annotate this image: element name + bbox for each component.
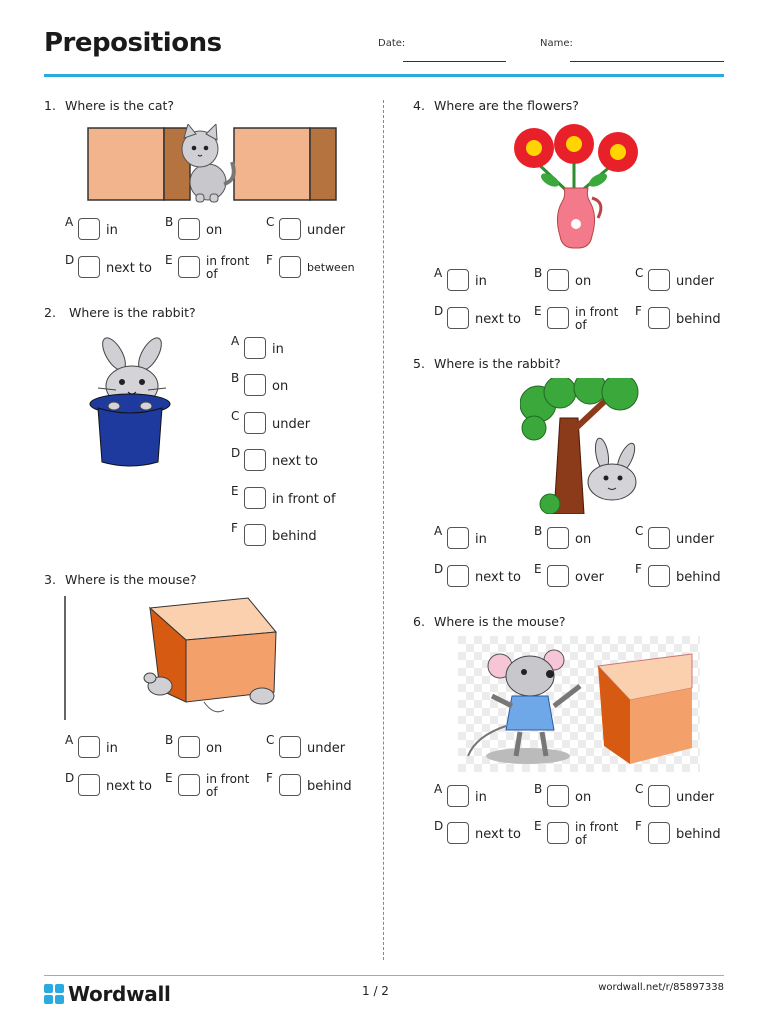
- checkbox[interactable]: [78, 256, 100, 278]
- q4-option-d: D next to: [434, 304, 521, 327]
- q4-option-f: F behind: [635, 304, 721, 327]
- question-number: 4.: [413, 98, 425, 113]
- q5-option-e: E over: [534, 562, 604, 585]
- question-4: [413, 98, 579, 113]
- q1-option-e: E in front of: [165, 253, 250, 281]
- question-6: [413, 614, 566, 629]
- q1-option-a: A in: [65, 215, 118, 238]
- question-text: Where is the mouse?: [65, 572, 197, 587]
- question-number: 1.: [44, 98, 56, 113]
- question-number: 6.: [413, 614, 425, 629]
- q3-option-e: E in front of: [165, 771, 250, 799]
- q4-option-e: E in front of: [534, 304, 619, 332]
- q2-option-a: A in: [231, 334, 284, 357]
- q5-option-b: B on: [534, 524, 592, 547]
- checkbox[interactable]: [279, 256, 301, 278]
- q2-option-d: D next to: [231, 446, 318, 469]
- brand-name: Wordwall: [68, 982, 171, 1006]
- page-title: Prepositions: [44, 28, 222, 58]
- q4-option-c: C under: [635, 266, 715, 289]
- q3-option-b: B on: [165, 733, 223, 756]
- checkbox[interactable]: [547, 269, 569, 291]
- footer-rule: [44, 975, 724, 976]
- q3-option-c: C under: [266, 733, 346, 756]
- checkbox[interactable]: [78, 218, 100, 240]
- checkbox[interactable]: [648, 785, 670, 807]
- header-rule: [44, 74, 724, 77]
- q6-option-f: F behind: [635, 819, 721, 842]
- checkbox[interactable]: [648, 307, 670, 329]
- date-field[interactable]: [403, 61, 506, 62]
- q5-option-c: C under: [635, 524, 715, 547]
- question-1: [44, 98, 174, 113]
- flowers-in-vase-image: [506, 124, 646, 250]
- q2-option-e: E in front of: [231, 484, 336, 507]
- q6-option-d: D next to: [434, 819, 521, 842]
- checkbox[interactable]: [178, 218, 200, 240]
- checkbox[interactable]: [279, 218, 301, 240]
- checkbox[interactable]: [279, 736, 301, 758]
- checkbox[interactable]: [447, 565, 469, 587]
- checkbox[interactable]: [244, 374, 266, 396]
- checkbox[interactable]: [447, 822, 469, 844]
- activity-url[interactable]: wordwall.net/r/85897338: [598, 982, 724, 993]
- date-label: Date:: [378, 38, 406, 49]
- question-5: [413, 356, 561, 371]
- mouse-in-front-of-box-image: [458, 636, 700, 772]
- rabbit-in-hat-image: [84, 336, 180, 470]
- checkbox[interactable]: [178, 736, 200, 758]
- checkbox[interactable]: [648, 269, 670, 291]
- q5-option-d: D next to: [434, 562, 521, 585]
- q4-option-b: B on: [534, 266, 592, 289]
- q1-option-f: F between: [266, 256, 355, 278]
- q6-option-b: B on: [534, 782, 592, 805]
- checkbox[interactable]: [547, 527, 569, 549]
- checkbox[interactable]: [547, 785, 569, 807]
- mouse-under-box-image: [64, 594, 354, 722]
- checkbox[interactable]: [244, 449, 266, 471]
- q6-option-a: A in: [434, 782, 487, 805]
- checkbox[interactable]: [279, 774, 301, 796]
- q3-option-a: A in: [65, 733, 118, 756]
- checkbox[interactable]: [547, 822, 569, 844]
- question-text: Where is the rabbit?: [434, 356, 561, 371]
- wordwall-logo-icon: [44, 984, 64, 1004]
- checkbox[interactable]: [648, 565, 670, 587]
- question-number: 3.: [44, 572, 56, 587]
- q4-option-a: A in: [434, 266, 487, 289]
- checkbox[interactable]: [244, 337, 266, 359]
- question-text: Where is the cat?: [65, 98, 175, 113]
- q2-option-b: B on: [231, 371, 289, 394]
- question-3: [44, 572, 197, 587]
- question-text: Where is the rabbit?: [69, 305, 196, 320]
- checkbox[interactable]: [547, 307, 569, 329]
- checkbox[interactable]: [178, 256, 200, 278]
- question-text: Where are the flowers?: [434, 98, 579, 113]
- checkbox[interactable]: [648, 822, 670, 844]
- checkbox[interactable]: [447, 307, 469, 329]
- q6-option-c: C under: [635, 782, 715, 805]
- question-text: Where is the mouse?: [434, 614, 566, 629]
- checkbox[interactable]: [244, 524, 266, 546]
- column-divider: [383, 100, 384, 960]
- checkbox[interactable]: [178, 774, 200, 796]
- q1-option-b: B on: [165, 215, 223, 238]
- name-label: Name:: [540, 38, 573, 49]
- page-number: 1 / 2: [362, 984, 389, 998]
- q1-option-d: D next to: [65, 253, 152, 276]
- question-number: 2.: [44, 305, 56, 320]
- question-2: [44, 305, 196, 320]
- checkbox[interactable]: [78, 774, 100, 796]
- q2-option-c: C under: [231, 409, 311, 432]
- checkbox[interactable]: [447, 527, 469, 549]
- checkbox[interactable]: [244, 487, 266, 509]
- checkbox[interactable]: [447, 785, 469, 807]
- checkbox[interactable]: [78, 736, 100, 758]
- checkbox[interactable]: [447, 269, 469, 291]
- q2-option-f: F behind: [231, 521, 317, 544]
- brand-logo[interactable]: [44, 982, 171, 1006]
- rabbit-behind-tree-image: [520, 378, 646, 514]
- question-number: 5.: [413, 356, 425, 371]
- checkbox[interactable]: [648, 527, 670, 549]
- checkbox[interactable]: [244, 412, 266, 434]
- q6-option-e: E in front of: [534, 819, 619, 847]
- q5-option-a: A in: [434, 524, 487, 547]
- name-field[interactable]: [570, 61, 724, 62]
- q3-option-f: F behind: [266, 771, 352, 794]
- q5-option-f: F behind: [635, 562, 721, 585]
- q1-option-c: C under: [266, 215, 346, 238]
- q3-option-d: D next to: [65, 771, 152, 794]
- cat-between-boxes-image: [86, 124, 338, 204]
- checkbox[interactable]: [547, 565, 569, 587]
